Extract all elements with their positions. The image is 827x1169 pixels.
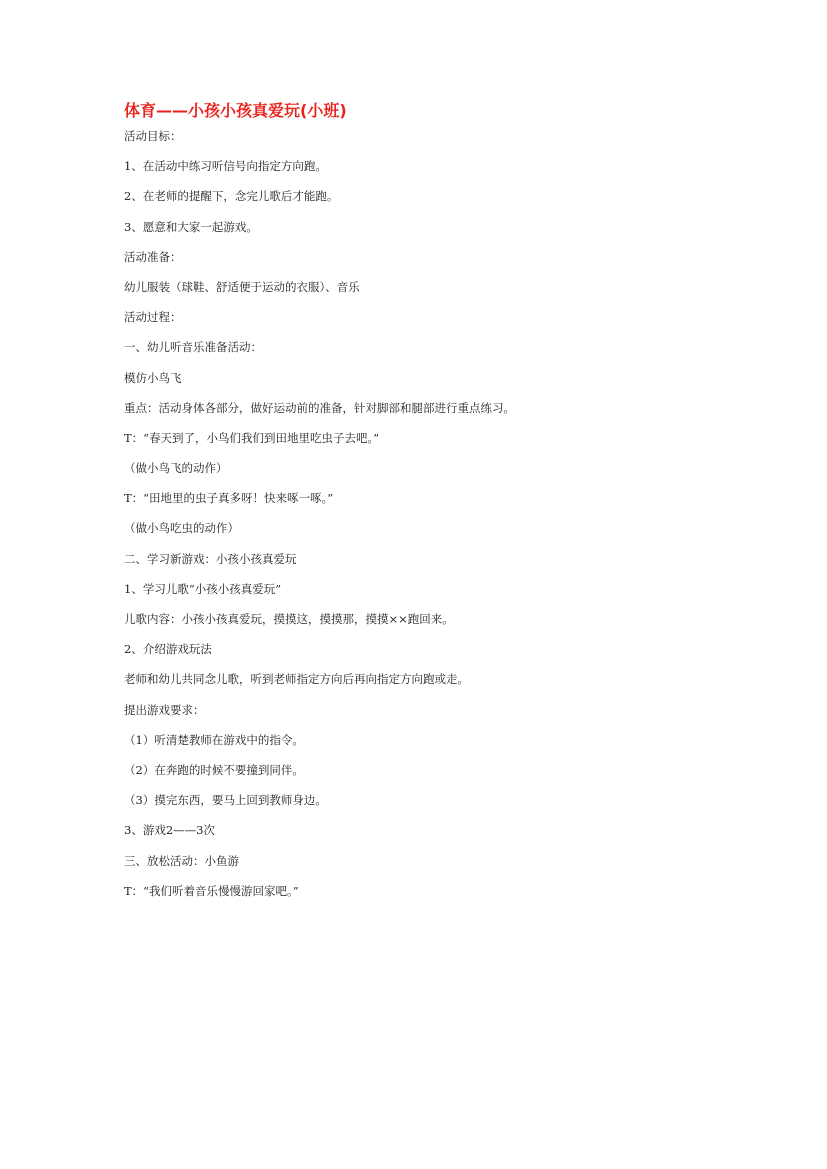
paragraph: （3）摸完东西，要马上回到教师身边。 <box>124 793 327 808</box>
paragraph: 二、学习新游戏：小孩小孩真爱玩 <box>124 551 297 566</box>
paragraph: T：“田地里的虫子真多呀！快来啄一啄。” <box>124 491 334 506</box>
paragraph: 活动过程： <box>124 310 182 325</box>
paragraph: 1、学习儿歌“小孩小孩真爱玩” <box>124 581 282 596</box>
paragraph: 一、幼儿听音乐准备活动： <box>124 340 262 355</box>
paragraph: 老师和幼儿共同念儿歌，听到老师指定方向后再向指定方向跑或走。 <box>124 672 469 687</box>
paragraph: 2、介绍游戏玩法 <box>124 642 212 657</box>
paragraph: （1）听清楚教师在游戏中的指令。 <box>124 732 304 747</box>
paragraph: 儿歌内容：小孩小孩真爱玩，摸摸这，摸摸那，摸摸××跑回来。 <box>124 612 454 626</box>
paragraph: 2、在老师的提醒下，念完儿歌后才能跑。 <box>124 189 339 204</box>
paragraph: T：“我们听着音乐慢慢游回家吧。” <box>124 883 299 898</box>
paragraph: T：“春天到了，小鸟们我们到田地里吃虫子去吧。” <box>124 430 380 445</box>
paragraph: （2）在奔跑的时候不要撞到同伴。 <box>124 762 304 777</box>
paragraph: 重点：活动身体各部分，做好运动前的准备，针对脚部和腿部进行重点练习。 <box>124 400 515 415</box>
paragraph: 3、愿意和大家一起游戏。 <box>124 219 258 234</box>
paragraph: 三、放松活动：小鱼游 <box>124 853 239 868</box>
paragraph: 3、游戏2——3次 <box>124 823 215 838</box>
paragraph: 活动准备： <box>124 249 182 264</box>
paragraph: 活动目标： <box>124 129 182 143</box>
document-body <box>124 126 744 911</box>
paragraph: （做小鸟吃虫的动作） <box>124 521 239 536</box>
paragraph: 幼儿服装（球鞋、舒适便于运动的衣服）、音乐 <box>124 279 360 294</box>
document-title: 体育——小孩小孩真爱玩(小班) <box>124 101 347 120</box>
paragraph: 提出游戏要求： <box>124 702 205 717</box>
paragraph: 模仿小鸟飞 <box>124 370 182 385</box>
paragraph: （做小鸟飞的动作） <box>124 461 228 476</box>
paragraph: 1、在活动中练习听信号向指定方向跑。 <box>124 159 327 174</box>
